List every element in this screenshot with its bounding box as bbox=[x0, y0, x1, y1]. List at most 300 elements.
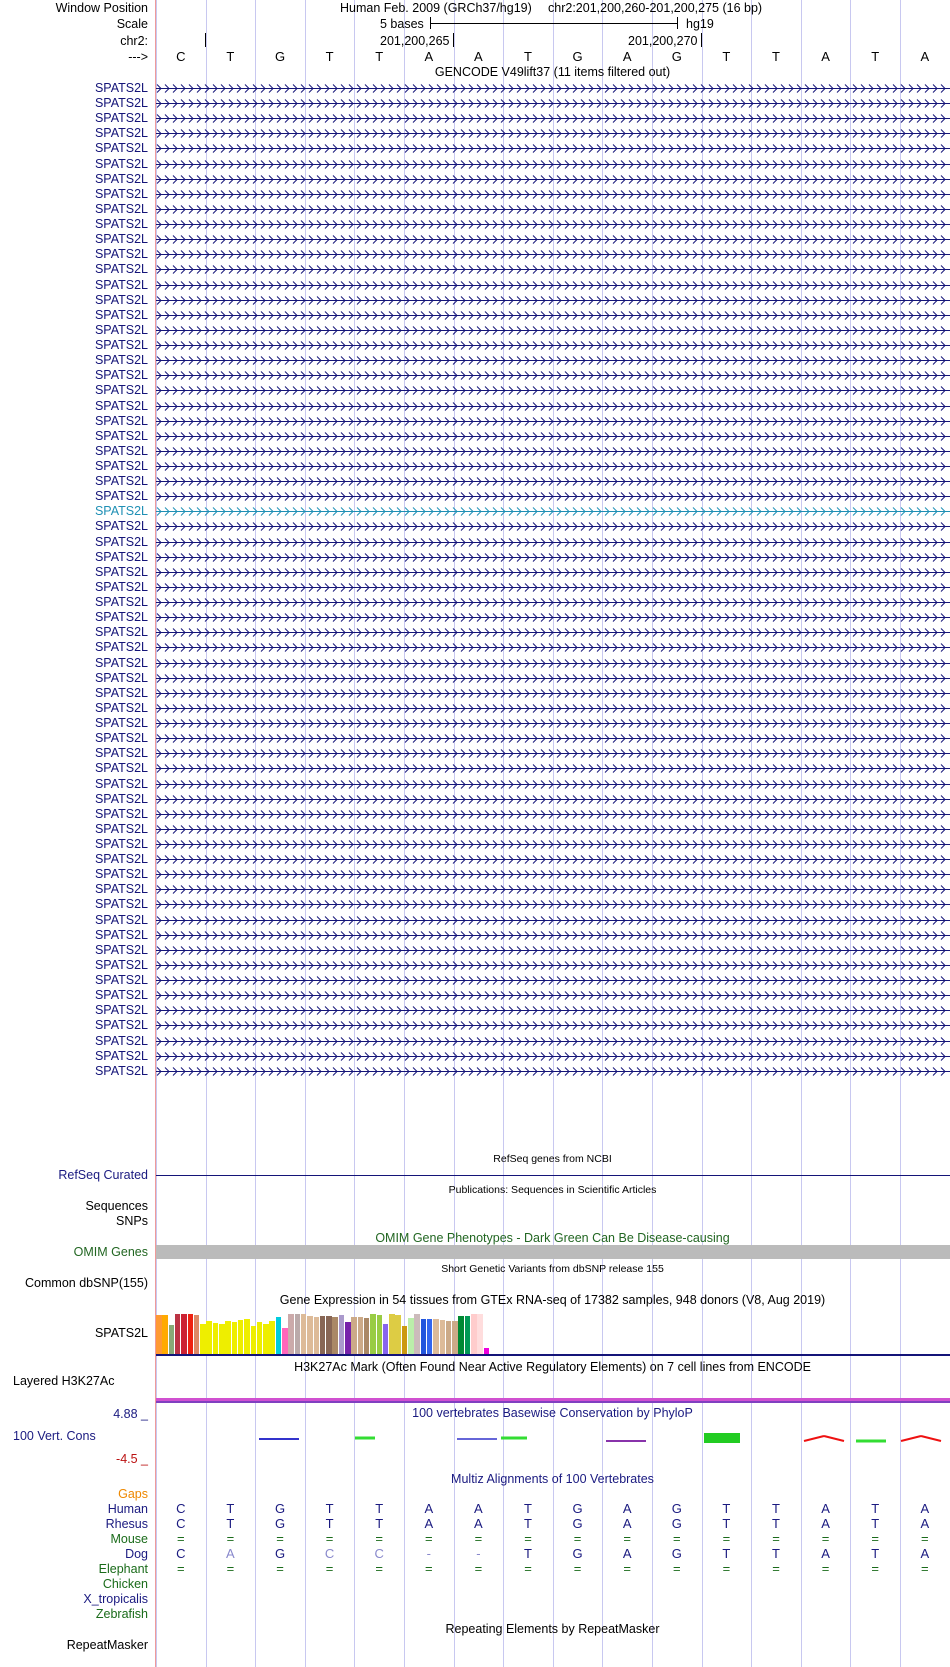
multiz-base: A bbox=[474, 1501, 483, 1516]
multiz-species-label[interactable]: Human bbox=[107, 1502, 148, 1516]
gencode-transcript-line[interactable] bbox=[156, 385, 950, 396]
gencode-transcript-line[interactable] bbox=[156, 552, 950, 563]
gencode-transcript-label[interactable]: SPATS2L bbox=[94, 353, 148, 368]
gencode-transcript-row[interactable] bbox=[0, 398, 950, 414]
gtex-tissue-bar[interactable] bbox=[433, 1319, 439, 1354]
gtex-expression-chart[interactable] bbox=[156, 1309, 556, 1354]
gencode-transcript-label[interactable]: SPATS2L bbox=[94, 383, 148, 398]
gencode-transcript-line[interactable] bbox=[156, 128, 950, 139]
gencode-transcript-row[interactable] bbox=[0, 564, 950, 580]
phylop-label[interactable]: 100 Vert. Cons bbox=[13, 1429, 96, 1443]
gencode-transcript-label[interactable]: SPATS2L bbox=[94, 1018, 148, 1033]
multiz-base: = bbox=[623, 1531, 631, 1546]
gtex-tissue-bar[interactable] bbox=[219, 1324, 225, 1354]
gencode-transcript-row[interactable] bbox=[0, 896, 950, 912]
gencode-transcript-line[interactable] bbox=[156, 1005, 950, 1016]
gencode-transcript-row[interactable] bbox=[0, 140, 950, 156]
gencode-transcript-label[interactable]: SPATS2L bbox=[94, 806, 148, 821]
gtex-tissue-bar[interactable] bbox=[421, 1319, 427, 1354]
multiz-base: G bbox=[671, 1546, 682, 1561]
gencode-transcript-row[interactable] bbox=[0, 957, 950, 973]
multiz-species-label[interactable]: Elephant bbox=[98, 1562, 148, 1576]
multiz-base: A bbox=[622, 1546, 632, 1561]
gtex-tissue-bar[interactable] bbox=[194, 1315, 200, 1354]
publications-snps-label[interactable]: SNPs bbox=[116, 1214, 148, 1228]
gtex-tissue-bar[interactable] bbox=[458, 1316, 464, 1354]
gencode-transcript-line[interactable] bbox=[156, 219, 950, 230]
gencode-transcript-row[interactable] bbox=[0, 171, 950, 187]
gencode-transcript-row[interactable] bbox=[0, 534, 950, 550]
base: C bbox=[176, 49, 186, 64]
gencode-transcript-line[interactable] bbox=[156, 975, 950, 986]
gencode-transcript-line[interactable] bbox=[156, 325, 950, 336]
gencode-transcript-row[interactable] bbox=[0, 428, 950, 444]
gencode-transcript-line[interactable] bbox=[156, 416, 950, 427]
multiz-species-label[interactable]: Dog bbox=[125, 1547, 148, 1561]
gencode-transcript-line[interactable] bbox=[156, 310, 950, 321]
gencode-transcript-label[interactable]: SPATS2L bbox=[94, 655, 148, 670]
gencode-transcript-line[interactable] bbox=[156, 1051, 950, 1062]
gencode-transcript-row[interactable] bbox=[0, 655, 950, 671]
gencode-transcript-line[interactable] bbox=[156, 143, 950, 154]
gencode-transcript-label[interactable]: SPATS2L bbox=[94, 610, 148, 625]
multiz-base: = bbox=[177, 1561, 185, 1576]
gencode-transcript-label[interactable]: SPATS2L bbox=[94, 81, 148, 95]
gencode-transcript-row[interactable] bbox=[0, 216, 950, 232]
gtex-tissue-bar[interactable] bbox=[169, 1325, 175, 1354]
gencode-transcript-row[interactable] bbox=[0, 1002, 950, 1018]
multiz-species-label[interactable]: Mouse bbox=[110, 1532, 148, 1546]
gencode-transcript-label[interactable]: SPATS2L bbox=[94, 821, 148, 836]
gencode-transcript-label[interactable]: SPATS2L bbox=[94, 1063, 148, 1078]
gencode-transcript-row[interactable] bbox=[0, 715, 950, 731]
refseq-title: RefSeq genes from NCBI bbox=[493, 1153, 612, 1165]
gencode-transcript-row[interactable] bbox=[0, 95, 950, 111]
gencode-transcript-label[interactable]: SPATS2L bbox=[94, 474, 148, 489]
gencode-transcript-row[interactable] bbox=[0, 246, 950, 262]
gencode-transcript-row[interactable] bbox=[0, 1048, 950, 1064]
gencode-transcript-label[interactable]: SPATS2L bbox=[94, 640, 148, 655]
gencode-transcript-row[interactable] bbox=[0, 579, 950, 595]
gtex-tissue-bar[interactable] bbox=[471, 1314, 477, 1354]
gencode-transcript-label[interactable]: SPATS2L bbox=[94, 776, 148, 791]
gencode-transcript-label[interactable]: SPATS2L bbox=[94, 111, 148, 126]
refseq-label[interactable]: RefSeq Curated bbox=[58, 1168, 148, 1182]
gencode-transcript-label[interactable]: SPATS2L bbox=[94, 534, 148, 549]
gencode-transcript-row[interactable] bbox=[0, 745, 950, 761]
gencode-transcript-line[interactable] bbox=[156, 264, 950, 275]
gencode-transcript-line[interactable] bbox=[156, 1020, 950, 1031]
multiz-base: G bbox=[671, 1516, 682, 1531]
gencode-transcript-row[interactable] bbox=[0, 927, 950, 943]
gtex-tissue-bar[interactable] bbox=[181, 1314, 187, 1354]
base: T bbox=[524, 49, 532, 64]
gencode-transcript-label[interactable]: SPATS2L bbox=[94, 504, 148, 519]
scale-bar-left-tick bbox=[430, 17, 431, 29]
gencode-transcript-label[interactable]: SPATS2L bbox=[94, 217, 148, 232]
gencode-transcript-label[interactable]: SPATS2L bbox=[94, 791, 148, 806]
phylop-graph[interactable] bbox=[156, 1420, 950, 1460]
gencode-transcript-row[interactable] bbox=[0, 1033, 950, 1049]
gtex-tissue-bar[interactable] bbox=[288, 1314, 294, 1354]
gencode-transcript-row[interactable] bbox=[0, 549, 950, 565]
gencode-transcript-label[interactable]: SPATS2L bbox=[94, 186, 148, 201]
gencode-transcript-row[interactable] bbox=[0, 972, 950, 988]
gencode-transcript-label[interactable]: SPATS2L bbox=[94, 867, 148, 882]
gencode-transcript-line[interactable] bbox=[156, 521, 950, 532]
gencode-transcript-label[interactable]: SPATS2L bbox=[94, 322, 148, 337]
gencode-transcript-label[interactable]: SPATS2L bbox=[94, 852, 148, 867]
gencode-transcript-label[interactable]: SPATS2L bbox=[94, 232, 148, 247]
gencode-transcript-label[interactable]: SPATS2L bbox=[94, 685, 148, 700]
gencode-transcript-row[interactable] bbox=[0, 791, 950, 807]
multiz-base: = bbox=[573, 1531, 582, 1546]
gencode-transcript-label[interactable]: SPATS2L bbox=[94, 625, 148, 640]
gtex-tissue-bar[interactable] bbox=[206, 1321, 212, 1354]
gtex-tissue-bar[interactable] bbox=[213, 1323, 219, 1354]
gencode-transcript-label[interactable]: SPATS2L bbox=[94, 96, 148, 111]
gtex-tissue-bar[interactable] bbox=[200, 1324, 206, 1354]
gencode-transcript-row[interactable] bbox=[0, 700, 950, 716]
gtex-tissue-bar[interactable] bbox=[414, 1314, 420, 1354]
gencode-transcript-label[interactable]: SPATS2L bbox=[94, 595, 148, 610]
gtex-tissue-bar[interactable] bbox=[395, 1315, 401, 1354]
gtex-tissue-bar[interactable] bbox=[251, 1326, 257, 1354]
gtex-tissue-bar[interactable] bbox=[232, 1322, 238, 1354]
gencode-transcript-line[interactable] bbox=[156, 280, 950, 291]
gtex-tissue-bar[interactable] bbox=[332, 1317, 338, 1354]
gencode-transcript-label[interactable]: SPATS2L bbox=[94, 459, 148, 473]
gencode-transcript-label[interactable]: SPATS2L bbox=[94, 1033, 148, 1048]
gencode-transcript-line[interactable] bbox=[156, 189, 950, 200]
gencode-transcript-row[interactable] bbox=[0, 987, 950, 1003]
gencode-transcript-row[interactable] bbox=[0, 80, 950, 96]
gencode-transcript-label[interactable]: SPATS2L bbox=[94, 277, 148, 292]
gtex-tissue-bar[interactable] bbox=[345, 1322, 351, 1354]
gencode-transcript-line[interactable] bbox=[156, 295, 950, 306]
gencode-transcript-label[interactable]: SPATS2L bbox=[94, 912, 148, 927]
base: T bbox=[871, 49, 880, 64]
gtex-tissue-bar[interactable] bbox=[238, 1320, 244, 1354]
gtex-tissue-bar[interactable] bbox=[358, 1317, 364, 1354]
gtex-tissue-bar[interactable] bbox=[446, 1321, 452, 1354]
gencode-transcript-line[interactable] bbox=[156, 824, 950, 835]
multiz-base: A bbox=[920, 1516, 930, 1531]
gencode-transcript-label[interactable]: SPATS2L bbox=[94, 398, 148, 413]
gencode-transcript-line[interactable] bbox=[156, 703, 950, 714]
gencode-transcript-label[interactable]: SPATS2L bbox=[94, 897, 148, 912]
gencode-transcript-row[interactable] bbox=[0, 503, 950, 519]
gencode-transcript-line[interactable] bbox=[156, 733, 950, 744]
gencode-transcript-label[interactable]: SPATS2L bbox=[94, 428, 148, 443]
gencode-transcript-row[interactable] bbox=[0, 851, 950, 867]
gencode-transcript-line[interactable] bbox=[156, 98, 950, 109]
gencode-transcript-line[interactable] bbox=[156, 537, 950, 548]
gencode-transcript-row[interactable] bbox=[0, 307, 950, 323]
gencode-transcript-line[interactable] bbox=[156, 794, 950, 805]
gtex-tissue-bar[interactable] bbox=[452, 1321, 458, 1354]
multiz-species-label[interactable]: X_tropicalis bbox=[83, 1592, 148, 1606]
gencode-transcript-row[interactable] bbox=[0, 836, 950, 852]
gencode-transcript-label[interactable]: SPATS2L bbox=[94, 201, 148, 216]
gtex-tissue-bar[interactable] bbox=[263, 1324, 269, 1354]
gencode-transcript-label[interactable]: SPATS2L bbox=[94, 761, 148, 776]
multiz-base: A bbox=[424, 1516, 434, 1531]
gencode-transcript-row[interactable] bbox=[0, 322, 950, 338]
gencode-transcript-label[interactable]: SPATS2L bbox=[94, 489, 148, 504]
gtex-tissue-bar[interactable] bbox=[156, 1315, 162, 1354]
gencode-transcript-row[interactable] bbox=[0, 277, 950, 293]
gencode-transcript-row[interactable] bbox=[0, 776, 950, 792]
gtex-tissue-bar[interactable] bbox=[440, 1320, 446, 1354]
gencode-transcript-row[interactable] bbox=[0, 261, 950, 277]
gencode-transcript-line[interactable] bbox=[156, 627, 950, 638]
gencode-transcript-row[interactable] bbox=[0, 488, 950, 504]
gencode-transcript-line[interactable] bbox=[156, 884, 950, 895]
gtex-tissue-bar[interactable] bbox=[225, 1321, 231, 1354]
gencode-transcript-label[interactable]: SPATS2L bbox=[94, 837, 148, 851]
gencode-transcript-line[interactable] bbox=[156, 113, 950, 124]
gencode-transcript-line[interactable] bbox=[156, 612, 950, 623]
assembly-label: Human Feb. 2009 (GRCh37/hg19) bbox=[340, 1, 532, 15]
gencode-transcript-line[interactable] bbox=[156, 234, 950, 245]
dbsnp-label[interactable]: Common dbSNP(155) bbox=[25, 1276, 148, 1290]
multiz-base: = bbox=[375, 1531, 383, 1546]
gencode-transcript-row[interactable] bbox=[0, 413, 950, 429]
gencode-transcript-label[interactable]: SPATS2L bbox=[94, 716, 148, 731]
gencode-transcript-line[interactable] bbox=[156, 763, 950, 774]
multiz-species-label[interactable]: Chicken bbox=[102, 1577, 148, 1591]
gencode-transcript-row[interactable] bbox=[0, 458, 950, 474]
gencode-transcript-line[interactable] bbox=[156, 839, 950, 850]
publications-title: Publications: Sequences in Scientific Articles bbox=[448, 1184, 657, 1196]
gencode-transcript-label[interactable]: SPATS2L bbox=[94, 338, 148, 353]
gencode-transcript-row[interactable] bbox=[0, 382, 950, 398]
gencode-transcript-row[interactable] bbox=[0, 821, 950, 837]
multiz-species-label[interactable]: Rhesus bbox=[105, 1517, 148, 1531]
gencode-transcript-row[interactable] bbox=[0, 760, 950, 776]
gencode-transcript-label[interactable]: SPATS2L bbox=[94, 292, 148, 307]
gencode-transcript-label[interactable]: SPATS2L bbox=[94, 731, 148, 746]
gencode-transcript-label[interactable]: SPATS2L bbox=[94, 579, 148, 594]
gtex-tissue-bar[interactable] bbox=[301, 1314, 307, 1354]
gencode-transcript-line[interactable] bbox=[156, 401, 950, 412]
gencode-transcript-label[interactable]: SPATS2L bbox=[94, 247, 148, 262]
gencode-transcript-line[interactable] bbox=[156, 204, 950, 215]
gencode-transcript-line[interactable] bbox=[156, 506, 950, 517]
gencode-transcript-label[interactable]: SPATS2L bbox=[94, 1048, 148, 1063]
gencode-transcript-row[interactable] bbox=[0, 609, 950, 625]
gencode-transcript-row[interactable] bbox=[0, 518, 950, 534]
gencode-transcript-line[interactable] bbox=[156, 854, 950, 865]
gtex-tissue-bar[interactable] bbox=[282, 1328, 288, 1354]
gencode-transcript-label[interactable]: SPATS2L bbox=[94, 942, 148, 957]
gencode-transcript-line[interactable] bbox=[156, 83, 950, 94]
gencode-transcript-line[interactable] bbox=[156, 748, 950, 759]
gencode-transcript-row[interactable] bbox=[0, 881, 950, 897]
gencode-transcript-row[interactable] bbox=[0, 594, 950, 610]
gencode-transcript-line[interactable] bbox=[156, 945, 950, 956]
gencode-transcript-row[interactable] bbox=[0, 201, 950, 217]
gencode-transcript-line[interactable] bbox=[156, 960, 950, 971]
gencode-transcript-row[interactable] bbox=[0, 866, 950, 882]
gencode-transcript-label[interactable]: SPATS2L bbox=[94, 549, 148, 564]
gtex-tissue-bar[interactable] bbox=[383, 1324, 389, 1354]
refseq-gene-line[interactable] bbox=[156, 1175, 950, 1176]
gencode-transcript-row[interactable] bbox=[0, 337, 950, 353]
multiz-base: = bbox=[772, 1531, 780, 1546]
gencode-transcript-line[interactable] bbox=[156, 597, 950, 608]
gtex-tissue-bar[interactable] bbox=[408, 1318, 414, 1354]
gencode-transcript-label[interactable]: SPATS2L bbox=[94, 746, 148, 761]
gencode-transcript-line[interactable] bbox=[156, 461, 950, 472]
gencode-transcript-label[interactable]: SPATS2L bbox=[94, 700, 148, 715]
gencode-transcript-line[interactable] bbox=[156, 1036, 950, 1047]
gencode-transcript-label[interactable]: SPATS2L bbox=[94, 670, 148, 685]
gencode-transcript-line[interactable] bbox=[156, 673, 950, 684]
gtex-tissue-bar[interactable] bbox=[370, 1314, 376, 1354]
gtex-tissue-bar[interactable] bbox=[320, 1316, 326, 1354]
gencode-transcript-row[interactable] bbox=[0, 443, 950, 459]
gtex-tissue-bar[interactable] bbox=[269, 1321, 275, 1354]
gtex-label[interactable]: SPATS2L bbox=[94, 1326, 148, 1340]
gencode-transcript-label[interactable]: SPATS2L bbox=[94, 443, 148, 458]
gtex-tissue-bar[interactable] bbox=[307, 1316, 313, 1354]
gencode-transcript-label[interactable]: SPATS2L bbox=[94, 156, 148, 171]
multiz-species-label[interactable]: Zebrafish bbox=[95, 1607, 148, 1621]
gencode-transcript-line[interactable] bbox=[156, 249, 950, 260]
repeatmasker-label[interactable]: RepeatMasker bbox=[66, 1638, 148, 1652]
gencode-transcript-line[interactable] bbox=[156, 476, 950, 487]
gencode-transcript-line[interactable] bbox=[156, 718, 950, 729]
gencode-transcript-row[interactable] bbox=[0, 186, 950, 202]
gencode-transcript-line[interactable] bbox=[156, 174, 950, 185]
multiz-base: G bbox=[671, 1501, 682, 1516]
gtex-tissue-bar[interactable] bbox=[389, 1314, 395, 1354]
gtex-tissue-bar[interactable] bbox=[244, 1319, 250, 1354]
gtex-tissue-bar[interactable] bbox=[188, 1314, 194, 1354]
gencode-transcript-row[interactable] bbox=[0, 685, 950, 701]
multiz-gaps-label[interactable]: Gaps bbox=[118, 1487, 148, 1501]
chrom-label: chr2: bbox=[120, 34, 148, 48]
omim-label[interactable]: OMIM Genes bbox=[73, 1245, 148, 1259]
gtex-tissue-bar[interactable] bbox=[314, 1317, 320, 1354]
gtex-tissue-bar[interactable] bbox=[377, 1315, 383, 1354]
gencode-transcript-label[interactable]: SPATS2L bbox=[94, 927, 148, 942]
gtex-tissue-bar[interactable] bbox=[276, 1317, 282, 1354]
gencode-transcript-line[interactable] bbox=[156, 915, 950, 926]
gtex-tissue-bar[interactable] bbox=[295, 1314, 301, 1354]
gencode-transcript-label[interactable]: SPATS2L bbox=[94, 141, 148, 156]
gencode-transcript-line[interactable] bbox=[156, 688, 950, 699]
gencode-transcript-label[interactable]: SPATS2L bbox=[94, 882, 148, 897]
publications-sequences-label[interactable]: Sequences bbox=[85, 1199, 148, 1213]
gencode-transcript-row[interactable] bbox=[0, 473, 950, 489]
gencode-transcript-row[interactable] bbox=[0, 624, 950, 640]
multiz-base: T bbox=[772, 1501, 780, 1516]
gencode-transcript-line[interactable] bbox=[156, 869, 950, 880]
gencode-transcript-label[interactable]: SPATS2L bbox=[94, 262, 148, 277]
gencode-transcript-row[interactable] bbox=[0, 125, 950, 141]
gtex-tissue-bar[interactable] bbox=[465, 1316, 471, 1354]
gencode-transcript-line[interactable] bbox=[156, 582, 950, 593]
gtex-tissue-bar[interactable] bbox=[162, 1315, 168, 1354]
gtex-tissue-bar[interactable] bbox=[257, 1322, 263, 1354]
multiz-base: G bbox=[274, 1516, 286, 1531]
gencode-transcript-label[interactable]: SPATS2L bbox=[94, 973, 148, 988]
gencode-transcript-label[interactable]: SPATS2L bbox=[94, 368, 148, 383]
gencode-transcript-row[interactable] bbox=[0, 912, 950, 928]
gencode-transcript-label[interactable]: SPATS2L bbox=[94, 519, 148, 534]
gtex-tissue-bar[interactable] bbox=[402, 1326, 408, 1354]
gencode-transcript-row[interactable] bbox=[0, 1017, 950, 1033]
phylop-bar bbox=[901, 1436, 921, 1441]
gencode-transcript-label[interactable]: SPATS2L bbox=[94, 126, 148, 141]
gencode-transcript-row[interactable] bbox=[0, 806, 950, 822]
gencode-transcript-label[interactable]: SPATS2L bbox=[94, 1003, 148, 1018]
multiz-base: = bbox=[276, 1561, 284, 1576]
gencode-transcript-label[interactable]: SPATS2L bbox=[94, 307, 148, 322]
gencode-transcript-line[interactable] bbox=[156, 567, 950, 578]
gencode-transcript-line[interactable] bbox=[156, 340, 950, 351]
gencode-transcript-line[interactable] bbox=[156, 899, 950, 910]
multiz-base: T bbox=[722, 1546, 731, 1561]
phylop-bar bbox=[824, 1436, 844, 1441]
gtex-tissue-bar[interactable] bbox=[326, 1316, 332, 1354]
gencode-transcript-line[interactable] bbox=[156, 370, 950, 381]
gencode-transcript-row[interactable] bbox=[0, 156, 950, 172]
gencode-transcript-row[interactable] bbox=[0, 1063, 950, 1079]
gencode-transcript-row[interactable] bbox=[0, 367, 950, 383]
gencode-transcript-line[interactable] bbox=[156, 431, 950, 442]
gencode-transcript-line[interactable] bbox=[156, 159, 950, 170]
omim-phenotype-bar[interactable] bbox=[156, 1245, 950, 1259]
gencode-transcript-row[interactable] bbox=[0, 352, 950, 368]
gencode-transcript-label[interactable]: SPATS2L bbox=[94, 171, 148, 186]
gencode-transcript-line[interactable] bbox=[156, 642, 950, 653]
gencode-transcript-row[interactable] bbox=[0, 942, 950, 958]
gencode-transcript-row[interactable] bbox=[0, 639, 950, 655]
repeatmasker-title: Repeating Elements by RepeatMasker bbox=[445, 1622, 660, 1636]
gtex-tissue-bar[interactable] bbox=[364, 1318, 370, 1354]
gencode-transcript-label[interactable]: SPATS2L bbox=[94, 413, 148, 428]
h3k27ac-label[interactable]: Layered H3K27Ac bbox=[13, 1374, 115, 1388]
gtex-tissue-bar[interactable] bbox=[427, 1319, 433, 1354]
gtex-tissue-bar[interactable] bbox=[351, 1317, 357, 1354]
gtex-tissue-bar[interactable] bbox=[339, 1315, 345, 1354]
gencode-transcript-row[interactable] bbox=[0, 670, 950, 686]
gtex-tissue-bar[interactable] bbox=[477, 1314, 483, 1354]
gencode-transcript-label[interactable]: SPATS2L bbox=[94, 957, 148, 972]
gencode-transcript-line[interactable] bbox=[156, 809, 950, 820]
gencode-transcript-row[interactable] bbox=[0, 231, 950, 247]
gencode-transcript-line[interactable] bbox=[156, 355, 950, 366]
gencode-transcript-row[interactable] bbox=[0, 292, 950, 308]
gencode-transcript-line[interactable] bbox=[156, 491, 950, 502]
gencode-transcript-label[interactable]: SPATS2L bbox=[94, 564, 148, 579]
gencode-transcript-label[interactable]: SPATS2L bbox=[94, 988, 148, 1003]
gencode-transcript-line[interactable] bbox=[156, 779, 950, 790]
multiz-base: = bbox=[673, 1531, 681, 1546]
gencode-transcript-row[interactable] bbox=[0, 110, 950, 126]
gencode-transcript-line[interactable] bbox=[156, 1066, 950, 1077]
gencode-transcript-row[interactable] bbox=[0, 730, 950, 746]
gencode-transcript-line[interactable] bbox=[156, 446, 950, 457]
gtex-tissue-bar[interactable] bbox=[175, 1314, 181, 1354]
gencode-transcript-line[interactable] bbox=[156, 658, 950, 669]
gencode-transcript-line[interactable] bbox=[156, 930, 950, 941]
gencode-transcript-line[interactable] bbox=[156, 990, 950, 1001]
